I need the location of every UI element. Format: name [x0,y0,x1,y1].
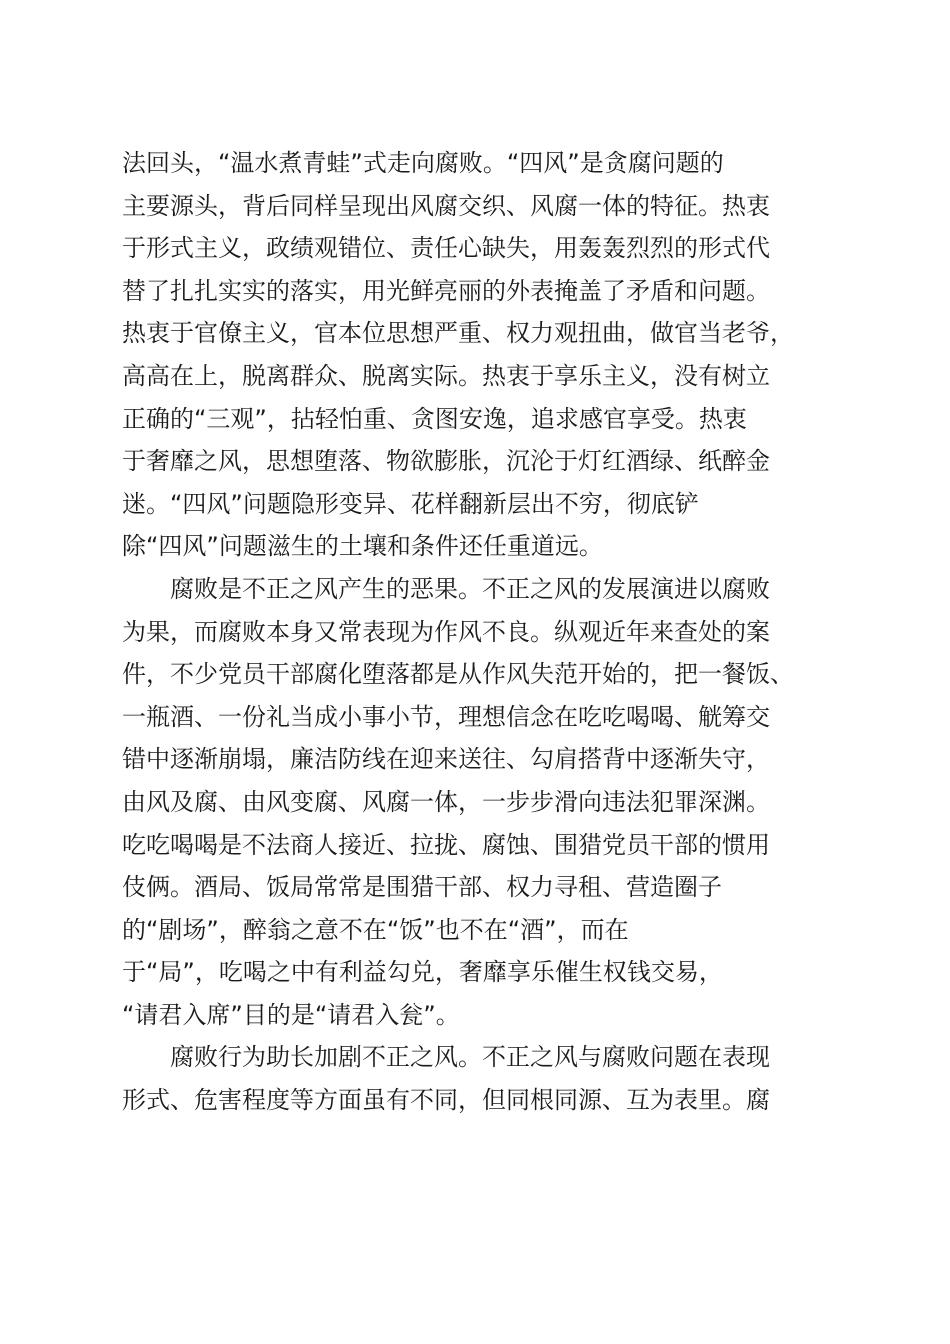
text-line: 替了扎扎实实的落实，用光鲜亮丽的外表掩盖了矛盾和问题。 [122,276,770,305]
text-line: 形式、危害程度等方面虽有不同，但同根同源、互为表里。腐 [122,1086,770,1115]
text-line: 件，不少党员干部腐化堕落都是从作风失范开始的，把一餐饭、 [122,660,794,689]
paragraph-3 [122,1036,842,1121]
text-line: 于“局”，吃喝之中有利益勾兑，奢靡享乐催生权钱交易， [122,958,723,987]
paragraph-2 [122,568,842,1037]
text-line-first: 腐败行为助长加剧不正之风。不正之风与腐败问题在表现 [170,1043,770,1072]
paragraph-1 [122,142,842,568]
text-line: 于形式主义，政绩观错位、责任心缺失，用轰轰烈烈的形式代 [122,234,770,263]
text-line: 高高在上，脱离群众、脱离实际。热衷于享乐主义，没有树立 [122,361,770,390]
text-line: 错中逐渐崩塌，廉洁防线在迎来送往、勾肩搭背中逐渐失守， [122,745,770,774]
text-line: 正确的“三观”，拈轻怕重、贪图安逸，追求感官享受。热衷 [122,404,747,433]
text-line: 为果，而腐败本身又常表现为作风不良。纵观近年来查处的案 [122,617,770,646]
text-line: 主要源头，背后同样呈现出风腐交织、风腐一体的特征。热衷 [122,191,770,220]
text-line: “请君入席”目的是“请君入瓮”。 [122,1000,460,1029]
text-line: 除“四风”问题滋生的土壤和条件还任重道远。 [122,532,603,561]
text-line: 热衷于官僚主义，官本位思想严重、权力观扭曲，做官当老爷， [122,319,794,348]
text-line: 伎俩。酒局、饭局常常是围猎干部、权力寻租、营造圈子 [122,873,722,902]
text-line: 一瓶酒、一份礼当成小事小节，理想信念在吃吃喝喝、觥筹交 [122,702,770,731]
text-line: 于奢靡之风，思想堕落、物欲膨胀，沉沦于灯红酒绿、纸醉金 [122,447,770,476]
text-line: 的“剧场”，醉翁之意不在“饭”也不在“酒”，而在 [122,915,629,944]
body-text [122,142,842,1122]
text-line: 吃吃喝喝是不法商人接近、拉拢、腐蚀、围猎党员干部的惯用 [122,830,770,859]
text-line: 迷。“四风”问题隐形变异、花样翻新层出不穷，彻底铲 [122,489,699,518]
text-line: 法回头，“温水煮青蛙”式走向腐败。“四风”是贪腐问题的 [122,149,724,177]
text-line-first: 腐败是不正之风产生的恶果。不正之风的发展演进以腐败 [170,574,770,603]
text-line: 由风及腐、由风变腐、风腐一体，一步步滑向违法犯罪深渊。 [122,787,770,816]
